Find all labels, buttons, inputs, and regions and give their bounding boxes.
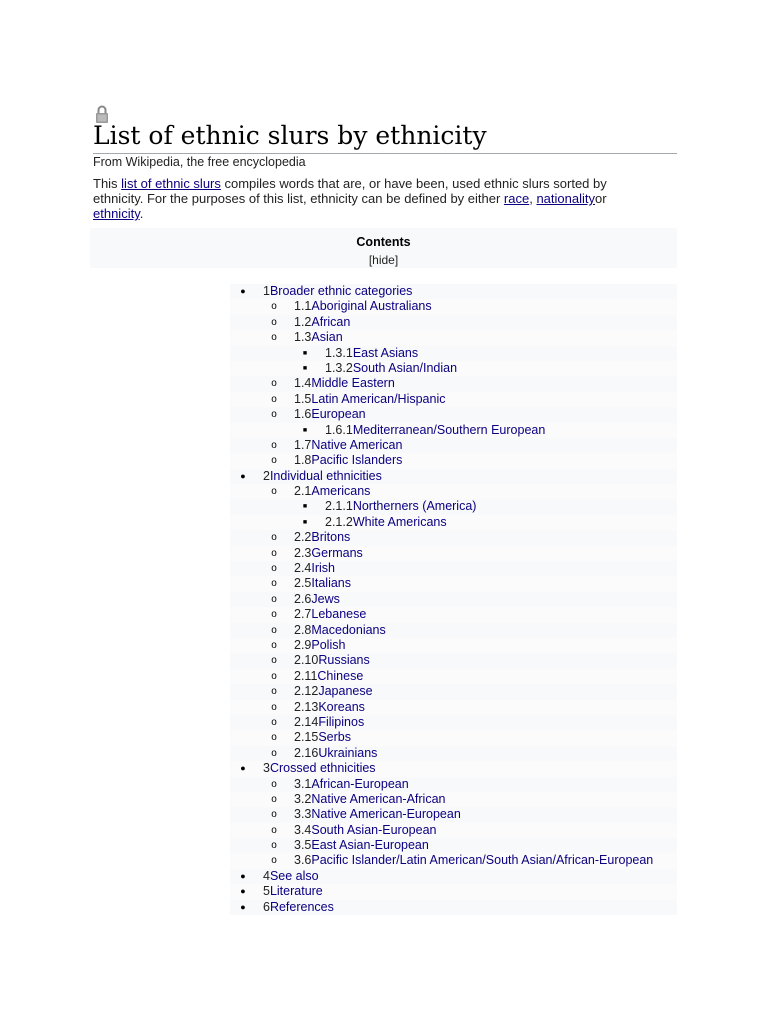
toc-link[interactable]: Asian	[311, 330, 343, 345]
toc-item[interactable]	[230, 299, 677, 314]
toc-link[interactable]: Serbs	[318, 730, 351, 745]
toc-item[interactable]	[230, 638, 677, 653]
site-tagline: From Wikipedia, the free encyclopedia	[93, 155, 306, 169]
bullet-icon: o	[271, 670, 277, 682]
toc-number: 2.9	[294, 637, 312, 652]
toc-entry[interactable]	[294, 638, 345, 653]
toc-number: 1.1	[294, 299, 312, 314]
toc-number: 1.5	[294, 391, 312, 406]
toc-item[interactable]	[230, 884, 677, 899]
toc-link[interactable]: References	[269, 899, 334, 914]
toc-link[interactable]: Broader ethnic categories	[269, 284, 413, 298]
toc-number: 1	[263, 284, 270, 298]
toc-item[interactable]	[230, 284, 677, 299]
bullet-icon: ■	[302, 518, 308, 526]
toc-link[interactable]: European	[311, 407, 366, 422]
toc-item[interactable]	[230, 469, 677, 484]
toc-link[interactable]: Japanese	[318, 684, 373, 699]
bullet-icon: o	[271, 439, 277, 451]
toc-link[interactable]: White Americans	[352, 514, 447, 529]
toc-number: 1.3.1	[325, 345, 353, 360]
toc-item[interactable]	[230, 684, 677, 699]
toc-entry[interactable]	[294, 669, 363, 684]
toc-item[interactable]	[230, 423, 677, 438]
toc-entry[interactable]	[325, 515, 447, 530]
toc-number: 1.8	[294, 453, 312, 468]
toc-number: 3.2	[294, 791, 312, 806]
bullet-icon: o	[271, 824, 277, 836]
bullet-icon: o	[271, 701, 277, 713]
toc-entry[interactable]	[294, 576, 351, 591]
toc-entry[interactable]	[294, 700, 365, 715]
toc-entry[interactable]	[294, 484, 370, 499]
toc-item[interactable]	[230, 576, 677, 591]
bullet-icon: o	[271, 609, 277, 621]
toc-link[interactable]: South Asian-European	[311, 822, 437, 837]
toc-item[interactable]	[230, 515, 677, 530]
toc-header	[90, 228, 677, 268]
toc-item[interactable]	[230, 700, 677, 715]
toc-link[interactable]: Mediterranean/Southern European	[352, 422, 546, 437]
toc-entry[interactable]	[294, 792, 445, 807]
toc-item[interactable]	[230, 330, 677, 345]
bullet-icon: o	[271, 624, 277, 636]
toc-entry[interactable]	[325, 361, 457, 376]
toc-link[interactable]: Native American	[311, 437, 403, 452]
bullet-icon: o	[271, 547, 277, 559]
toc-number: 2.12	[294, 684, 319, 699]
toc-number: 3.3	[294, 807, 312, 822]
toc-link[interactable]: Ukrainians	[318, 745, 378, 760]
toc-entry[interactable]	[263, 761, 376, 776]
toc-link[interactable]: Polish	[311, 637, 346, 652]
toc-link[interactable]: African-European	[311, 776, 409, 791]
toc-item[interactable]	[230, 315, 677, 330]
bullet-icon: o	[271, 747, 277, 759]
bullet-icon: ■	[302, 503, 308, 511]
bullet-icon: o	[271, 486, 277, 498]
intro-paragraph	[93, 176, 648, 221]
toc-hide-toggle[interactable]: [hide]	[368, 253, 399, 267]
toc-number: 2.14	[294, 714, 319, 729]
toc-number: 2.8	[294, 622, 312, 637]
bullet-icon: o	[271, 809, 277, 821]
toc-number: 1.2	[294, 314, 312, 329]
toc-item[interactable]	[230, 838, 677, 853]
toc-entry[interactable]	[294, 823, 436, 838]
toc-entry[interactable]	[294, 746, 377, 761]
bullet-icon: ●	[240, 763, 246, 774]
toc-entry[interactable]	[263, 869, 319, 884]
toc-link[interactable]: Russians	[318, 653, 370, 668]
toc-entry[interactable]	[294, 838, 429, 853]
bullet-icon: ●	[240, 901, 246, 912]
intro-text: or	[595, 191, 607, 206]
bullet-icon: o	[271, 332, 277, 344]
toc-entry[interactable]	[294, 730, 351, 745]
link-nationality[interactable]: nationality	[536, 191, 595, 206]
toc-link[interactable]: Britons	[311, 530, 351, 545]
toc-number: 1.3	[294, 330, 312, 345]
toc-link[interactable]: Literature	[269, 884, 323, 899]
toc-link[interactable]: Middle Eastern	[311, 376, 395, 391]
bullet-icon: o	[271, 840, 277, 852]
toc-entry[interactable]	[294, 407, 366, 422]
bullet-icon: ●	[240, 870, 246, 881]
bullet-icon: o	[271, 655, 277, 667]
link-list-of-ethnic-slurs[interactable]: list of ethnic slurs	[121, 176, 221, 191]
toc-number: 3.1	[294, 776, 312, 791]
bullet-icon: ■	[302, 364, 308, 372]
toc-item[interactable]	[230, 823, 677, 838]
toc-entry[interactable]	[325, 346, 418, 361]
toc-entry[interactable]	[294, 392, 446, 407]
bullet-icon: o	[271, 578, 277, 590]
toc-title: Contents	[356, 235, 411, 249]
bullet-icon: ●	[240, 286, 246, 296]
toc-item[interactable]	[230, 869, 677, 884]
toc-number: 3.4	[294, 822, 312, 837]
toc-item[interactable]	[230, 900, 677, 915]
toc-link[interactable]: Lebanese	[311, 607, 367, 622]
toc-link[interactable]: East Asians	[352, 345, 419, 360]
toc-link[interactable]: Individual ethnicities	[269, 468, 382, 483]
toc-list	[230, 284, 677, 915]
toc-item[interactable]	[230, 407, 677, 422]
bullet-icon: ●	[240, 886, 246, 897]
toc-entry[interactable]	[294, 607, 366, 622]
bullet-icon: ●	[240, 470, 246, 481]
toc-link[interactable]: Koreans	[318, 699, 365, 714]
toc-item[interactable]	[230, 376, 677, 391]
bullet-icon: o	[271, 639, 277, 651]
toc-number: 1.7	[294, 437, 312, 452]
bullet-icon: o	[271, 563, 277, 575]
toc-number: 3	[263, 761, 270, 776]
toc-item[interactable]	[230, 777, 677, 792]
toc-item[interactable]	[230, 807, 677, 822]
toc-item[interactable]	[230, 607, 677, 622]
toc-number: 3.5	[294, 838, 312, 853]
toc-entry[interactable]	[294, 376, 395, 391]
toc-entry[interactable]	[294, 807, 461, 822]
bullet-icon: o	[271, 778, 277, 790]
toc-item[interactable]	[230, 453, 677, 468]
toc-entry[interactable]	[294, 592, 340, 607]
toc-link[interactable]: Irish	[311, 561, 336, 576]
toc-item[interactable]	[230, 730, 677, 745]
toc-item[interactable]	[230, 546, 677, 561]
link-ethnicity[interactable]: ethnicity	[93, 206, 140, 221]
toc-number: 2.11	[294, 668, 318, 683]
page-title: List of ethnic slurs by ethnicity	[93, 119, 677, 154]
toc-entry[interactable]	[294, 653, 370, 668]
toc-link[interactable]: Aboriginal Australians	[311, 299, 432, 314]
toc-link[interactable]: Native American-African	[311, 791, 446, 806]
toc-number: 2.1.2	[325, 514, 353, 529]
toc-number: 2.16	[294, 745, 319, 760]
toc-item[interactable]	[230, 346, 677, 361]
toc-entry[interactable]	[263, 469, 382, 484]
toc-link[interactable]: Northerners (America)	[352, 499, 477, 514]
bullet-icon: o	[271, 409, 277, 421]
toc-number: 2.15	[294, 730, 319, 745]
toc-item[interactable]	[230, 530, 677, 545]
toc-number: 2.10	[294, 653, 319, 668]
bullet-icon: o	[271, 316, 277, 328]
bullet-icon: o	[271, 686, 277, 698]
toc-item[interactable]	[230, 623, 677, 638]
toc-number: 3.6	[294, 853, 312, 868]
toc-item[interactable]	[230, 592, 677, 607]
toc-link[interactable]: Crossed ethnicities	[269, 761, 376, 776]
toc-link[interactable]: Filipinos	[318, 714, 365, 729]
toc-entry[interactable]	[294, 453, 402, 468]
toc-link[interactable]: Macedonians	[311, 622, 386, 637]
toc-number: 1.6.1	[325, 422, 353, 437]
toc-number: 1.6	[294, 407, 312, 422]
toc-number: 2.2	[294, 530, 312, 545]
toc-number: 2.5	[294, 576, 312, 591]
toc-link[interactable]: Native American-European	[311, 807, 461, 822]
bullet-icon: o	[271, 301, 277, 313]
bullet-icon: o	[271, 593, 277, 605]
toc-item[interactable]	[230, 853, 677, 868]
toc-item[interactable]	[230, 484, 677, 499]
toc-number: 2.1.1	[325, 499, 353, 514]
toc-entry[interactable]	[294, 330, 343, 345]
intro-text: .	[139, 206, 144, 221]
toc-entry[interactable]	[294, 684, 373, 699]
toc-item[interactable]	[230, 361, 677, 376]
toc-item[interactable]	[230, 438, 677, 453]
toc-entry[interactable]	[294, 715, 364, 730]
bullet-icon: o	[271, 855, 277, 867]
toc-entry[interactable]	[294, 561, 335, 576]
toc-item[interactable]	[230, 792, 677, 807]
toc-link[interactable]: Pacific Islanders	[311, 453, 403, 468]
toc-link[interactable]: African	[311, 314, 351, 329]
bullet-icon: o	[271, 532, 277, 544]
toc-entry[interactable]	[294, 546, 363, 561]
intro-text: This	[93, 176, 122, 191]
toc-number: 5	[263, 884, 270, 899]
toc-entry[interactable]	[294, 315, 350, 330]
toc-number: 2.3	[294, 545, 312, 560]
bullet-icon: o	[271, 793, 277, 805]
toc-number: 4	[263, 868, 270, 883]
toc-entry[interactable]	[263, 284, 412, 299]
toc-number: 1.3.2	[325, 360, 353, 375]
toc-link[interactable]: Jews	[311, 591, 340, 606]
toc-entry[interactable]	[325, 423, 545, 438]
toc-number: 6	[263, 899, 270, 914]
toc-item[interactable]	[230, 653, 677, 668]
toc-entry[interactable]	[294, 777, 409, 792]
toc-entry[interactable]	[294, 530, 350, 545]
toc-number: 2.1	[294, 484, 312, 499]
toc-entry[interactable]	[263, 900, 334, 915]
toc-number: 2	[263, 468, 270, 483]
toc-item[interactable]	[230, 715, 677, 730]
toc-number: 2.13	[294, 699, 319, 714]
link-race[interactable]: race	[503, 191, 530, 206]
toc-item[interactable]	[230, 392, 677, 407]
toc-link[interactable]: Italians	[311, 576, 351, 591]
toc-item[interactable]	[230, 746, 677, 761]
toc-link[interactable]: Americans	[311, 484, 371, 499]
toc-entry[interactable]	[325, 499, 476, 514]
toc-number: 2.6	[294, 591, 312, 606]
toc-item[interactable]	[230, 761, 677, 776]
toc-link[interactable]: Pacific Islander/Latin American/South Asian/African-European	[311, 853, 654, 868]
toc-entry[interactable]	[294, 438, 402, 453]
toc-number: 1.4	[294, 376, 312, 391]
intro-text: ,	[529, 191, 537, 206]
toc-item[interactable]	[230, 561, 677, 576]
bullet-icon: o	[271, 393, 277, 405]
toc-entry[interactable]	[294, 853, 653, 868]
toc-entry[interactable]	[263, 884, 323, 899]
bullet-icon: ■	[302, 349, 308, 357]
intro-text: compiles words that are, or have been, used ethnic slurs sorted by ethnicity. For the purposes of this list, ethnicity can be defined by either	[93, 176, 607, 206]
bullet-icon: o	[271, 455, 277, 467]
toc-item[interactable]	[230, 499, 677, 514]
toc-link[interactable]: Latin American/Hispanic	[311, 391, 446, 406]
toc-number: 2.4	[294, 561, 312, 576]
bullet-icon: o	[271, 716, 277, 728]
toc-link[interactable]: South Asian/Indian	[352, 360, 458, 375]
bullet-icon: o	[271, 378, 277, 390]
toc-number: 2.7	[294, 607, 312, 622]
toc-link[interactable]: See also	[269, 868, 319, 883]
toc-item[interactable]	[230, 669, 677, 684]
bullet-icon: ■	[302, 426, 308, 434]
toc-entry[interactable]	[294, 299, 432, 314]
bullet-icon: o	[271, 732, 277, 744]
toc-link[interactable]: Chinese	[317, 668, 364, 683]
toc-link[interactable]: Germans	[311, 545, 363, 560]
toc-entry[interactable]	[294, 623, 386, 638]
toc-link[interactable]: East Asian-European	[311, 838, 429, 853]
